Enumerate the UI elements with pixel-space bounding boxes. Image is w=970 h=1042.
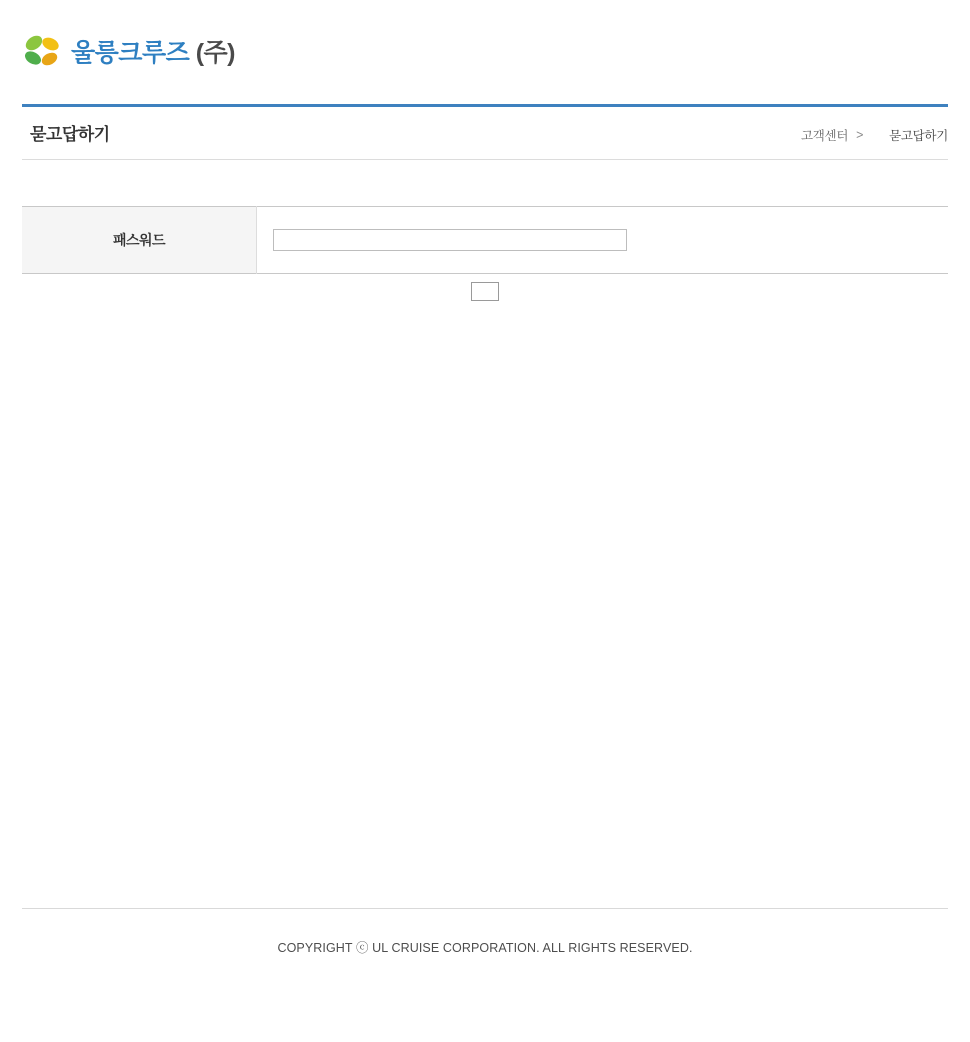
copyright-text: COPYRIGHT ⓒ UL CRUISE CORPORATION. ALL RIGHTS RESERVED.	[277, 941, 693, 955]
breadcrumb-parent[interactable]: 고객센터	[801, 129, 849, 143]
breadcrumb	[801, 126, 948, 144]
password-form-table	[22, 206, 948, 274]
page-titlebar	[22, 104, 948, 160]
breadcrumb-current: 묻고답하기	[889, 129, 948, 143]
password-input[interactable]	[273, 229, 627, 251]
page-title: 묻고답하기	[30, 125, 110, 144]
table-row	[22, 207, 948, 274]
site-footer	[0, 908, 970, 956]
breadcrumb-separator-icon: >	[856, 128, 864, 142]
logo-text-suffix: (주)	[189, 39, 236, 67]
submit-row	[22, 274, 948, 301]
main-content	[22, 160, 948, 274]
logo-text-main: 울릉크루즈	[71, 39, 190, 67]
site-header	[0, 0, 970, 104]
pinwheel-flower-logo-icon	[22, 30, 62, 72]
site-logo[interactable]	[22, 30, 235, 72]
site-logo-text	[71, 33, 235, 69]
password-field-cell	[257, 207, 949, 274]
submit-button[interactable]	[471, 282, 499, 301]
password-label: 패스워드	[22, 207, 257, 274]
